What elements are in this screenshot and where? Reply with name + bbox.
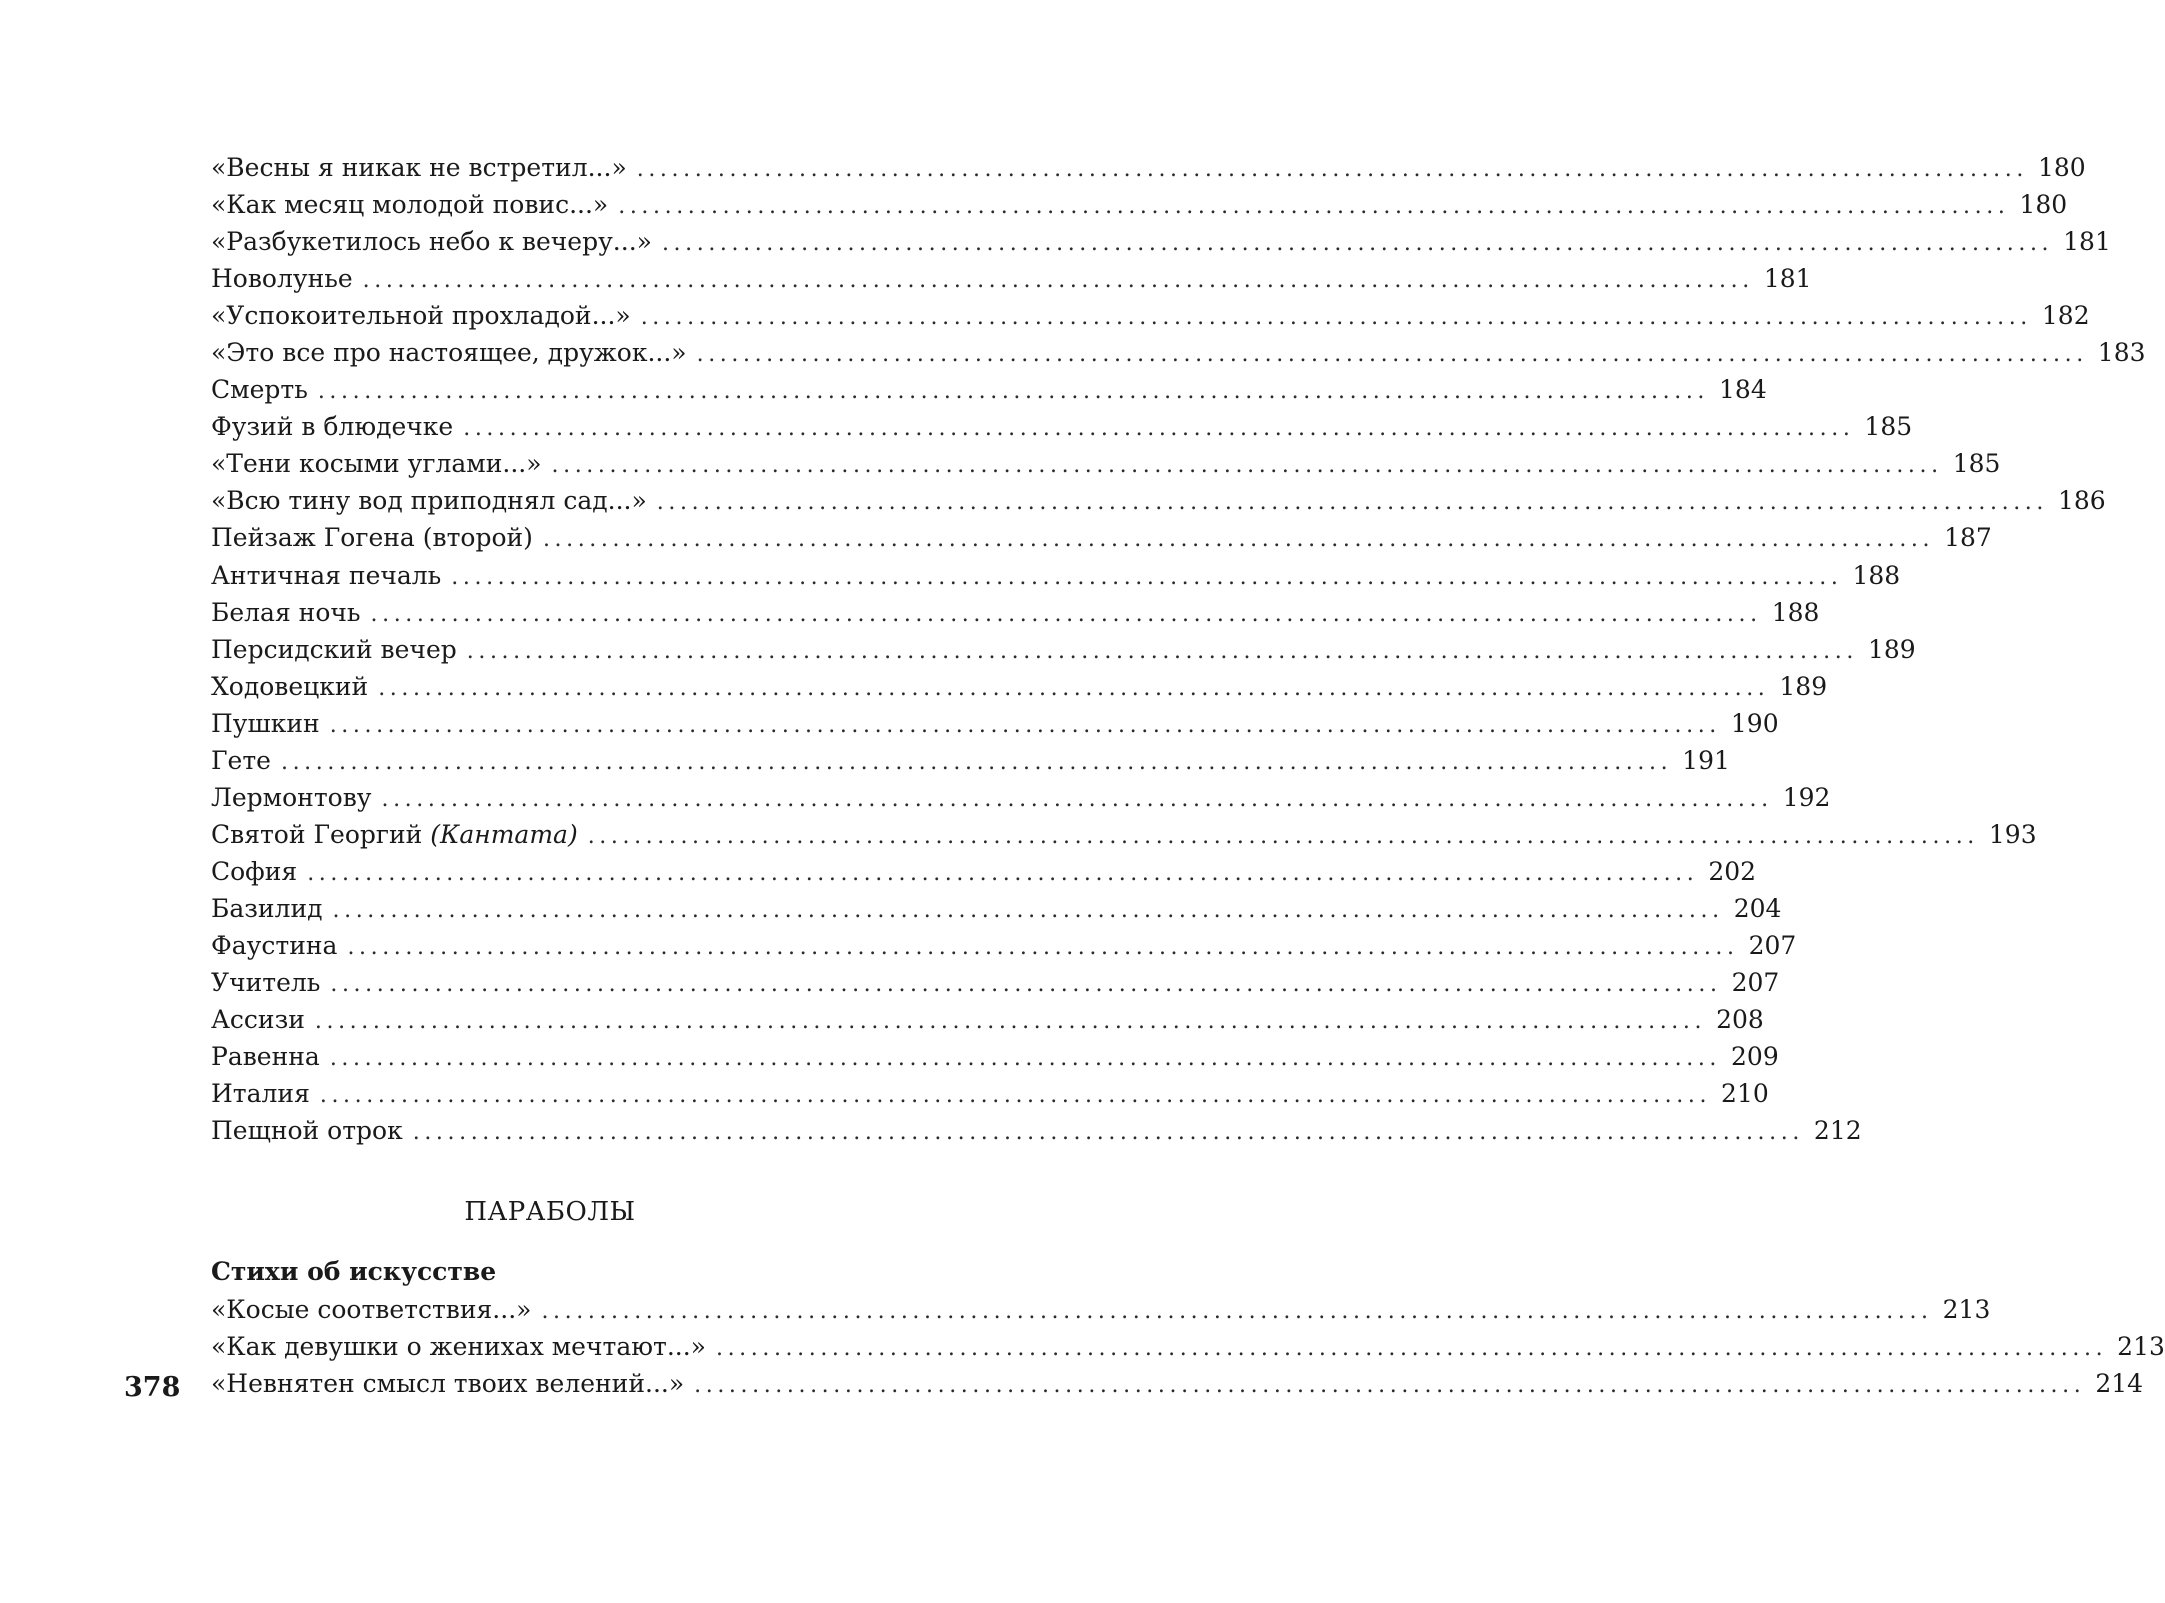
entry-page: 186 bbox=[2057, 486, 2106, 516]
toc-entry bbox=[211, 334, 2146, 371]
dot-leader: ........................................................................................................................ bbox=[694, 1373, 2086, 1399]
entry-title: Белая ночь bbox=[211, 597, 361, 627]
entry-title: Ходовецкий bbox=[211, 671, 369, 701]
entry-page: 182 bbox=[2041, 301, 2090, 331]
entry-page: 212 bbox=[1813, 1116, 1862, 1146]
dot-leader: ........................................................................................................................ bbox=[329, 712, 1721, 738]
entry-title: «Это все про настоящее, дружок...» bbox=[211, 338, 687, 368]
entry-page: 214 bbox=[2095, 1369, 2144, 1399]
dot-leader: ........................................................................................................................ bbox=[463, 416, 1855, 442]
entry-title: Базилид bbox=[211, 893, 323, 923]
toc-entry bbox=[211, 1038, 1779, 1075]
toc-entry bbox=[211, 186, 2068, 223]
entry-page: 188 bbox=[1852, 560, 1901, 590]
toc-entry bbox=[211, 519, 1992, 556]
toc-entry bbox=[211, 927, 1797, 964]
entry-title: «Тени косыми углами...» bbox=[211, 449, 542, 479]
toc-entry bbox=[211, 668, 1828, 705]
dot-leader: ........................................................................................................................ bbox=[330, 972, 1722, 998]
entry-page: 188 bbox=[1771, 597, 1820, 627]
toc-entry bbox=[211, 557, 1901, 594]
entry-title: «Весны я никак не встретил...» bbox=[211, 153, 627, 182]
toc-entry bbox=[211, 853, 1757, 890]
toc-entry bbox=[211, 1112, 1862, 1149]
entry-page: 189 bbox=[1867, 634, 1916, 664]
entry-title: Персидский вечер bbox=[211, 634, 457, 664]
page-number: 378 bbox=[124, 1372, 181, 1403]
entry-title: Пушкин bbox=[211, 708, 320, 738]
entry-title: «Как девушки о женихах мечтают...» bbox=[211, 1332, 706, 1362]
dot-leader: ........................................................................................................................ bbox=[319, 1083, 1712, 1109]
toc-entry bbox=[211, 260, 1812, 297]
entry-page: 213 bbox=[1942, 1295, 1991, 1324]
entry-title bbox=[211, 816, 578, 853]
toc-entry bbox=[211, 297, 2090, 334]
toc-entry bbox=[211, 1291, 1991, 1328]
entry-title: Пещной отрок bbox=[211, 1116, 403, 1146]
dot-leader: ........................................................................................................................ bbox=[381, 786, 1773, 812]
toc-entry bbox=[211, 1075, 1769, 1112]
dot-leader: ........................................................................................................................ bbox=[542, 527, 1935, 553]
entry-page: 180 bbox=[2019, 190, 2068, 220]
entry-page: 184 bbox=[1719, 375, 1767, 405]
entry-title: Пейзаж Гогена (второй) bbox=[211, 523, 533, 553]
entry-title: «Разбукетилось небо к вечеру...» bbox=[211, 227, 652, 257]
entry-title: Античная печаль bbox=[211, 560, 442, 590]
entry-page: 187 bbox=[1944, 523, 1992, 553]
dot-leader: ........................................................................................................................ bbox=[451, 564, 1843, 590]
entry-title: Италия bbox=[211, 1079, 310, 1109]
entry-page: 180 bbox=[2037, 153, 2086, 182]
entry-title: София bbox=[211, 856, 298, 886]
toc-entry bbox=[211, 1365, 2144, 1402]
dot-leader: ........................................................................................................................ bbox=[661, 231, 2054, 257]
dot-leader: ........................................................................................................................ bbox=[280, 749, 1673, 775]
entry-title: Ассизи bbox=[211, 1005, 305, 1035]
dot-leader: ........................................................................................................................ bbox=[362, 268, 1754, 294]
toc-entry bbox=[211, 149, 2086, 186]
dot-leader: ........................................................................................................................ bbox=[314, 1009, 1707, 1035]
toc-entry bbox=[211, 816, 2037, 853]
dot-leader: ........................................................................................................................ bbox=[347, 934, 1739, 960]
entry-page: 207 bbox=[1731, 968, 1780, 998]
dot-leader: ........................................................................................................................ bbox=[587, 823, 1979, 849]
entry-title-italic: (Кантата) bbox=[430, 819, 578, 849]
entry-page: 202 bbox=[1708, 856, 1757, 886]
entry-title: Равенна bbox=[211, 1042, 320, 1072]
toc-entry bbox=[211, 371, 1767, 408]
toc-entry bbox=[211, 1001, 1764, 1038]
dot-leader: ........................................................................................................................ bbox=[696, 342, 2088, 368]
toc-entry bbox=[211, 705, 1779, 742]
entry-page: 185 bbox=[1864, 412, 1913, 442]
entry-title: «Как месяц молодой повис...» bbox=[211, 190, 609, 220]
toc-entry bbox=[211, 445, 2001, 482]
toc-list-2 bbox=[211, 1291, 2165, 1402]
entry-title: «Успокоительной прохладой...» bbox=[211, 301, 631, 331]
entry-page: 183 bbox=[2097, 338, 2146, 368]
entry-page: 192 bbox=[1782, 782, 1831, 812]
subsection-heading: Стихи об искусстве bbox=[211, 1257, 497, 1286]
dot-leader: ........................................................................................................................ bbox=[541, 1299, 1933, 1324]
section-heading: ПАРАБОЛЫ bbox=[464, 1197, 636, 1227]
entry-page: 210 bbox=[1721, 1079, 1769, 1109]
dot-leader: ........................................................................................................................ bbox=[656, 490, 2048, 516]
entry-title: Новолунье bbox=[211, 264, 353, 294]
toc-entry bbox=[211, 594, 1820, 631]
entry-page: 191 bbox=[1682, 745, 1730, 775]
dot-leader: ........................................................................................................................ bbox=[715, 1336, 2108, 1362]
entry-title: «Косые соответствия...» bbox=[211, 1295, 532, 1324]
entry-title: «Всю тину вод приподнял сад...» bbox=[211, 486, 647, 516]
toc-entry bbox=[211, 223, 2111, 260]
entry-title: Смерть bbox=[211, 375, 308, 405]
dot-leader: ........................................................................................................................ bbox=[370, 601, 1762, 627]
entry-page: 181 bbox=[1763, 264, 1812, 294]
toc-entry bbox=[211, 964, 1780, 1001]
toc-list bbox=[211, 149, 2146, 1149]
entry-page: 189 bbox=[1779, 671, 1828, 701]
dot-leader: ........................................................................................................................ bbox=[412, 1120, 1804, 1146]
entry-title: Учитель bbox=[211, 968, 321, 998]
entry-page: 207 bbox=[1748, 930, 1797, 960]
dot-leader: ........................................................................................................................ bbox=[551, 453, 1943, 479]
toc-entry bbox=[211, 890, 1782, 927]
entry-title: Лермонтову bbox=[211, 782, 372, 812]
dot-leader: ........................................................................................................................ bbox=[317, 379, 1710, 405]
entry-page: 209 bbox=[1731, 1042, 1779, 1072]
entry-page: 185 bbox=[1952, 449, 2001, 479]
toc-entry bbox=[211, 631, 1916, 668]
entry-page: 193 bbox=[1988, 819, 2037, 849]
dot-leader: ........................................................................................................................ bbox=[307, 860, 1699, 886]
toc-entry bbox=[211, 408, 1913, 445]
toc-entry bbox=[211, 1328, 2165, 1365]
entry-title: Фузий в блюдечке bbox=[211, 412, 454, 442]
dot-leader: ........................................................................................................................ bbox=[466, 638, 1858, 664]
dot-leader: ........................................................................................................................ bbox=[618, 194, 2010, 220]
dot-leader: ........................................................................................................................ bbox=[378, 675, 1770, 701]
toc-entry bbox=[211, 779, 1831, 816]
entry-title: Фаустина bbox=[211, 930, 338, 960]
dot-leader: ........................................................................................................................ bbox=[640, 305, 2032, 331]
entry-title-main: Святой Георгий bbox=[211, 819, 423, 849]
dot-leader: ........................................................................................................................ bbox=[332, 897, 1724, 923]
entry-page: 181 bbox=[2063, 227, 2111, 257]
entry-page: 204 bbox=[1733, 893, 1782, 923]
dot-leader: ........................................................................................................................ bbox=[329, 1046, 1722, 1072]
entry-title: Гете bbox=[211, 745, 271, 775]
toc-entry bbox=[211, 482, 2106, 519]
dot-leader: ........................................................................................................................ bbox=[636, 157, 2028, 182]
entry-page: 213 bbox=[2117, 1332, 2165, 1362]
entry-title: «Невнятен смысл твоих велений...» bbox=[211, 1369, 685, 1399]
entry-page: 208 bbox=[1716, 1005, 1764, 1035]
entry-page: 190 bbox=[1730, 708, 1779, 738]
toc-entry bbox=[211, 742, 1730, 779]
